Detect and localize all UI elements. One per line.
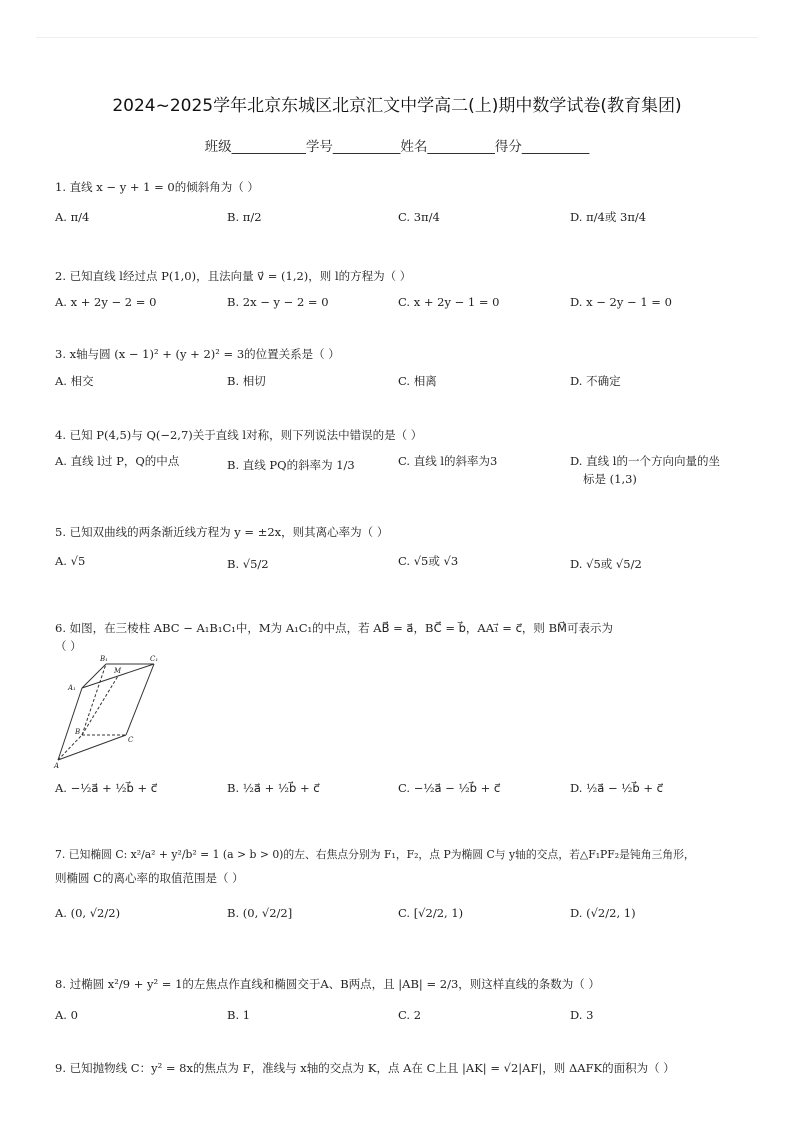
triangular-prism-figure	[50, 652, 170, 770]
question-6-stem-answer-blank: （ ）	[55, 639, 82, 653]
q1-option-c: C. 3π/4	[398, 210, 440, 224]
student-info-line: 班级___________学号__________姓名__________得分__________	[204, 139, 590, 155]
q8-option-d: D. 3	[570, 1008, 594, 1022]
q4-option-b: B. 直线 PQ的斜率为 1/3	[227, 458, 355, 472]
label-m: M	[114, 667, 122, 675]
q2-option-a: A. x + 2y − 2 = 0	[55, 295, 157, 309]
q2-option-b: B. 2x − y − 2 = 0	[227, 295, 329, 309]
label-b: B	[75, 728, 81, 736]
question-1-stem: 1. 直线 x − y + 1 = 0的倾斜角为（ ）	[55, 180, 259, 194]
q5-option-b: B. √5/2	[227, 557, 269, 571]
label-a: A	[54, 762, 60, 770]
q4-option-d-continued: 标是 (1,3)	[583, 472, 637, 486]
question-7-stem: 7. 已知椭圆 C: x²/a² + y²/b² = 1 (a > b > 0)的左、右焦点分别为 F₁，F₂，点 P为椭圆 C与 y轴的交点，若△F₁PF₂是钝角三角形，	[55, 848, 695, 861]
q2-option-c: C. x + 2y − 1 = 0	[398, 295, 500, 309]
question-4-stem: 4. 已知 P(4,5)与 Q(−2,7)关于直线 l对称，则下列说法中错误的是（ ）	[55, 428, 423, 442]
label-a1: A₁	[68, 684, 76, 692]
q7-option-c: C. [√2/2, 1)	[398, 906, 464, 920]
q6-option-c: C. −½a⃗ − ½b⃗ + c⃗	[398, 781, 501, 795]
q7-option-b: B. (0, √2/2]	[227, 906, 293, 920]
q1-option-a: A. π/4	[55, 210, 90, 224]
label-c: C	[128, 736, 134, 744]
q4-option-d: D. 直线 l的一个方向向量的坐	[570, 454, 720, 468]
label-c1: C₁	[150, 655, 159, 663]
q1-option-b: B. π/2	[227, 210, 262, 224]
exam-title: 2024~2025学年北京东城区北京汇文中学高二(上)期中数学试卷(教育集团)	[112, 96, 682, 116]
q4-option-c: C. 直线 l的斜率为3	[398, 454, 498, 468]
question-2-stem: 2. 已知直线 l经过点 P(1,0)，且法向量 v⃗ = (1,2)，则 l的方程为（ ）	[55, 269, 412, 283]
question-3-stem: 3. x轴与圆 (x − 1)² + (y + 2)² = 3的位置关系是（ ）	[55, 347, 340, 361]
q6-option-a: A. −½a⃗ + ½b⃗ + c⃗	[55, 781, 158, 795]
q2-option-d: D. x − 2y − 1 = 0	[570, 295, 672, 309]
question-9-stem: 9. 已知抛物线 C：y² = 8x的焦点为 F，准线与 x轴的交点为 K，点 A在 C上且 |AK| = √2|AF|，则 ΔAFK的面积为（ ）	[55, 1061, 675, 1075]
question-6-stem: 6. 如图，在三棱柱 ABC − A₁B₁C₁中，M为 A₁C₁的中点，若 AB⃗ = a⃗，BC⃗ = b⃗，AA₁⃗ = c⃗，则 BM⃗可表示为	[55, 621, 613, 635]
q7-option-d: D. (√2/2, 1)	[570, 906, 636, 920]
q5-option-d: D. √5或 √5/2	[570, 557, 642, 571]
q3-option-c: C. 相离	[398, 374, 437, 388]
q5-option-c: C. √5或 √3	[398, 554, 459, 568]
q8-option-c: C. 2	[398, 1008, 422, 1022]
question-8-stem: 8. 过椭圆 x²/9 + y² = 1的左焦点作直线和椭圆交于A、B两点，且 |AB| = 2/3，则这样直线的条数为（ ）	[55, 977, 600, 991]
q8-option-a: A. 0	[55, 1008, 78, 1022]
q6-option-b: B. ½a⃗ + ½b⃗ + c⃗	[227, 781, 320, 795]
q3-option-b: B. 相切	[227, 374, 266, 388]
label-b1: B₁	[100, 655, 108, 663]
q3-option-d: D. 不确定	[570, 374, 621, 388]
q7-option-a: A. (0, √2/2)	[55, 906, 121, 920]
question-7-stem-line-2: 则椭圆 C的离心率的取值范围是（ ）	[55, 871, 244, 885]
q5-option-a: A. √5	[55, 554, 86, 568]
question-5-stem: 5. 已知双曲线的两条渐近线方程为 y = ±2x，则其离心率为（ ）	[55, 525, 389, 539]
q8-option-b: B. 1	[227, 1008, 251, 1022]
q4-option-a: A. 直线 l过 P，Q的中点	[55, 454, 180, 468]
q1-option-d: D. π/4或 3π/4	[570, 210, 647, 224]
q3-option-a: A. 相交	[55, 374, 94, 388]
top-divider	[36, 37, 758, 38]
q6-option-d: D. ½a⃗ − ½b⃗ + c⃗	[570, 781, 663, 795]
